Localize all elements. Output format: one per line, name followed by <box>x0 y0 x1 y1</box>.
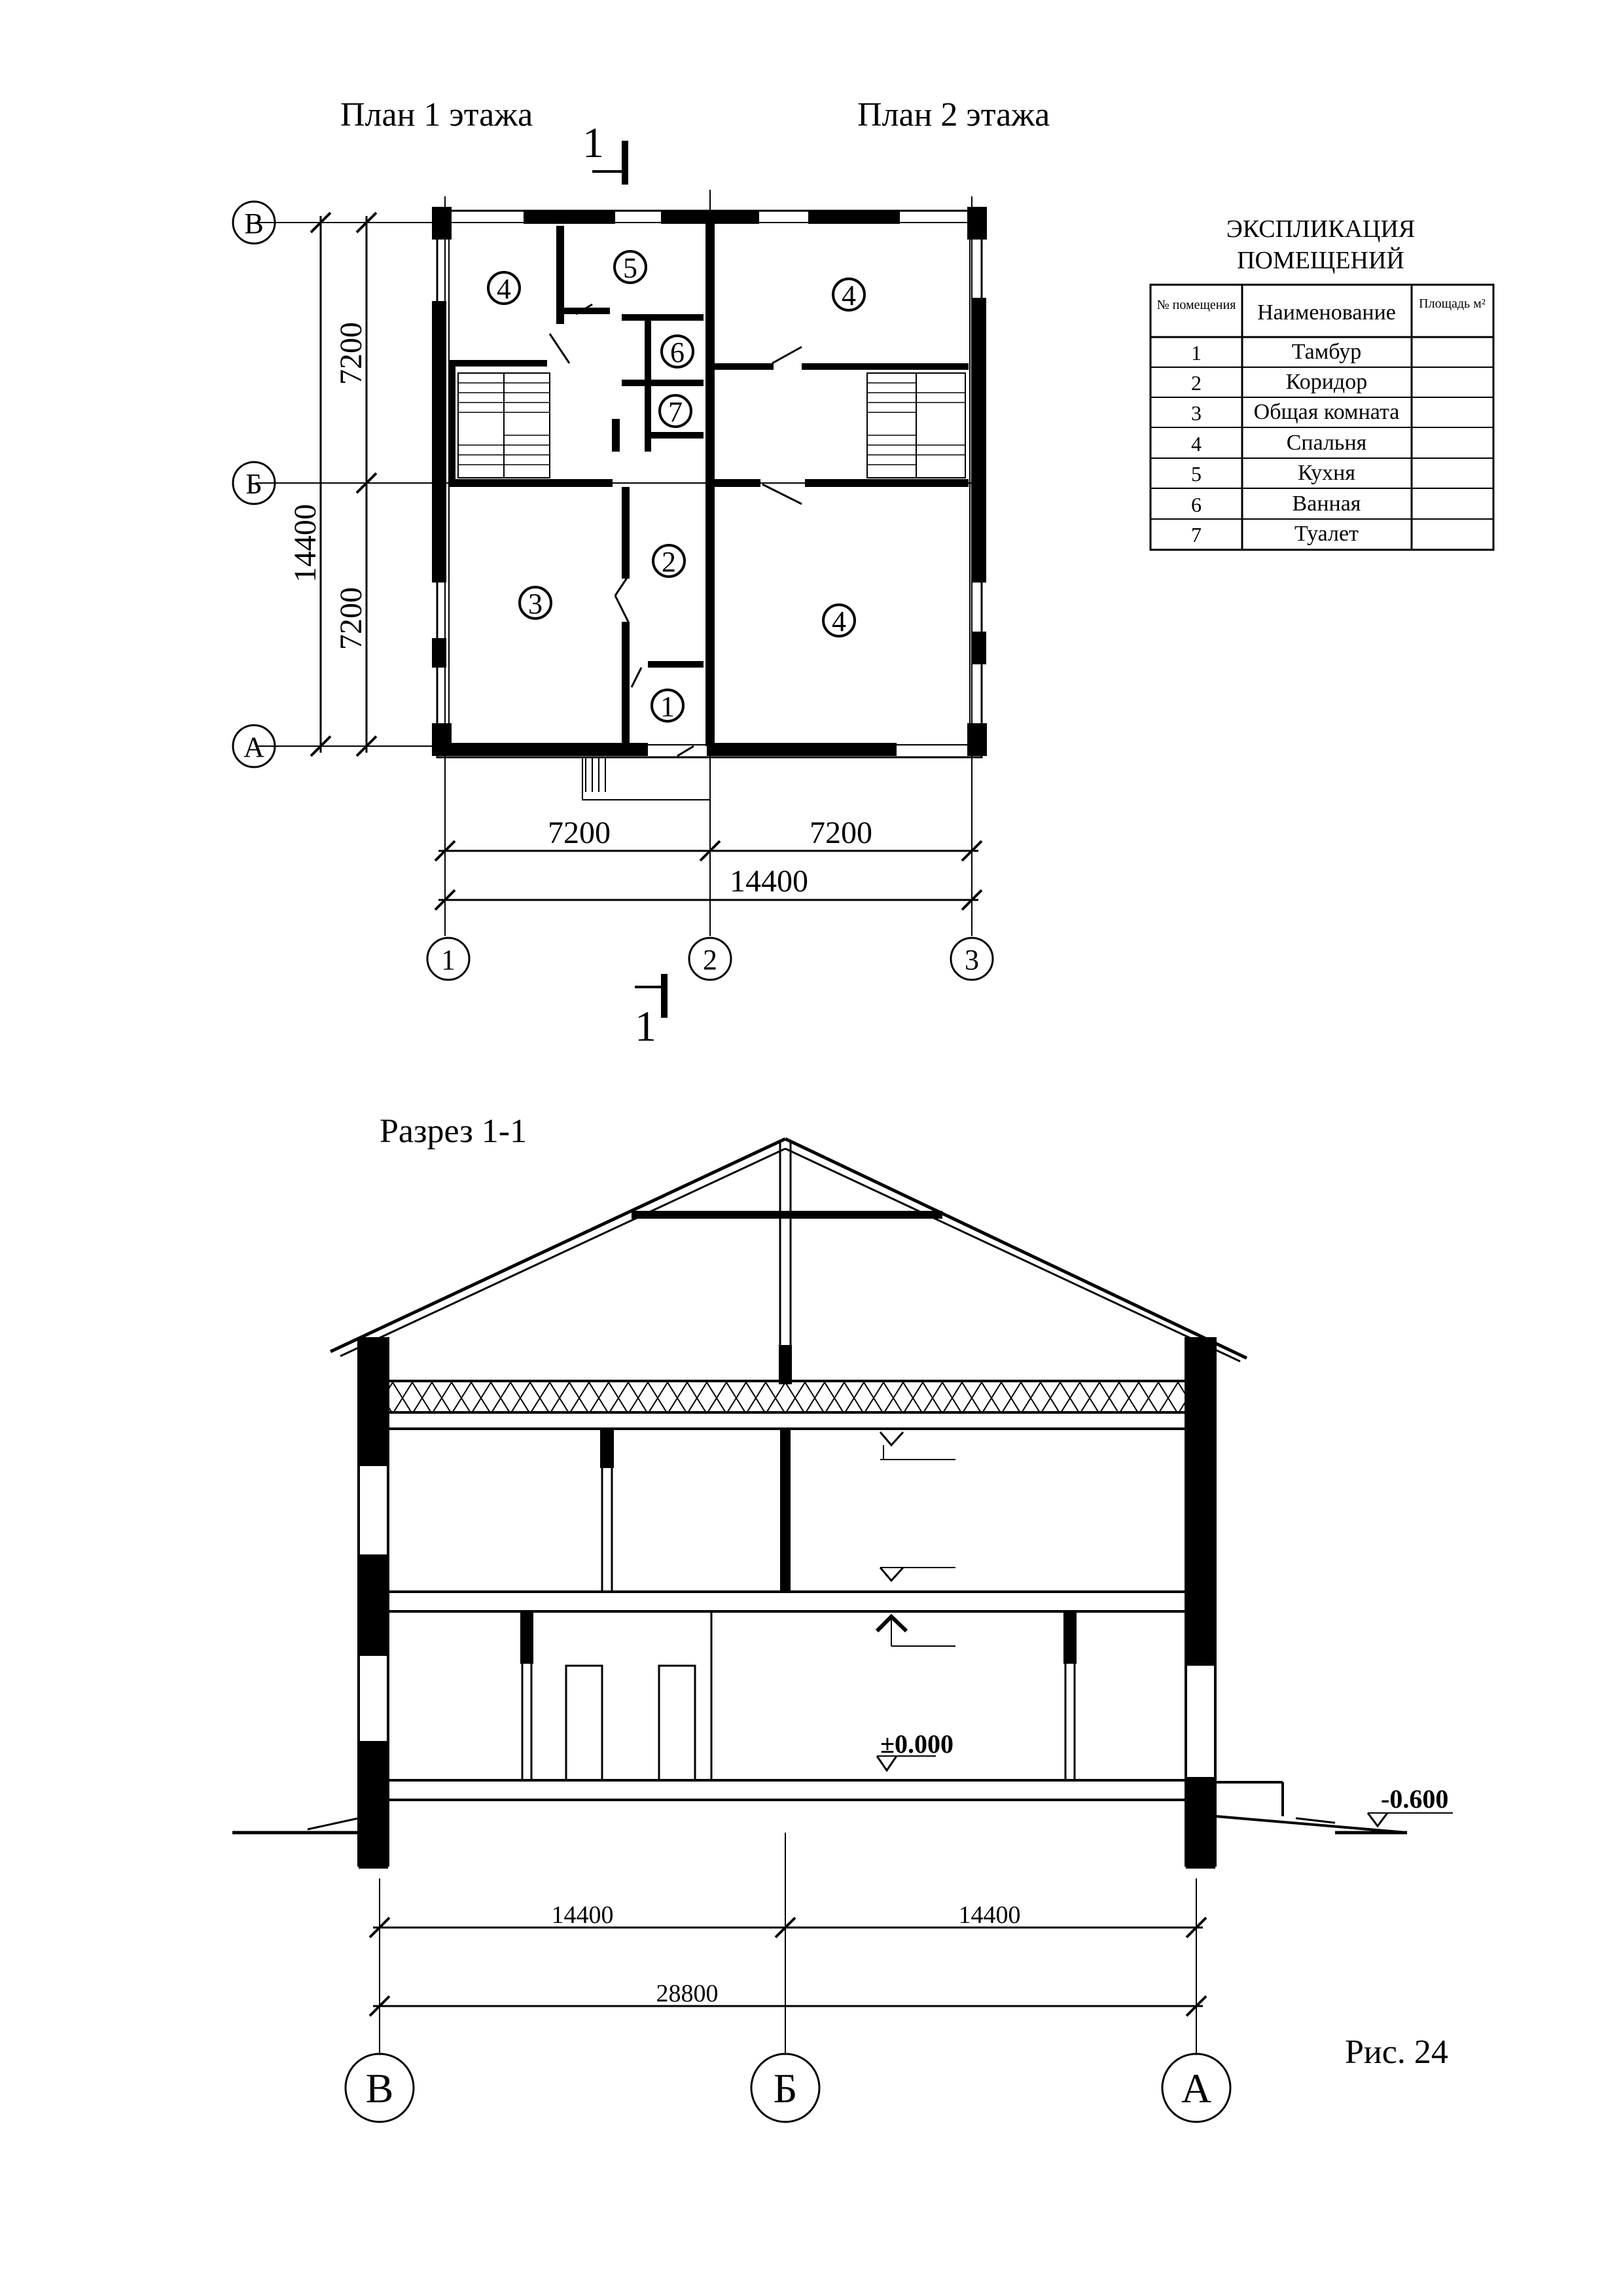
plan-dim-7200-left: 7200 <box>548 816 611 850</box>
section-dim-14400-right: 14400 <box>958 1901 1021 1929</box>
room-label-3 <box>520 587 551 620</box>
plan-dim-7200-lower: 7200 <box>334 587 368 650</box>
plan-dim-7200-right: 7200 <box>810 816 872 850</box>
explication-row-num: 6 <box>1191 493 1202 516</box>
svg-text:7: 7 <box>668 396 683 428</box>
svg-text:3: 3 <box>965 944 979 976</box>
section-level-ground: -0.600 <box>1381 1784 1449 1814</box>
svg-text:В: В <box>244 207 264 240</box>
svg-text:Б: Б <box>773 2065 798 2111</box>
plan-stairs-left <box>458 373 550 478</box>
explication-header-num: № помещения <box>1156 298 1236 312</box>
room-label-7 <box>660 395 691 428</box>
plan-dim-14400-vertical: 14400 <box>288 504 323 583</box>
svg-text:4: 4 <box>832 605 846 637</box>
svg-text:А: А <box>243 731 264 763</box>
section-level-zero: ±0.000 <box>880 1729 954 1759</box>
explication-row-name: Тамбур <box>1291 340 1362 364</box>
svg-text:2: 2 <box>662 546 676 578</box>
plan-inner-walls <box>449 223 969 746</box>
section-mark-top <box>582 119 625 185</box>
section-axis-A <box>1162 2054 1230 2122</box>
plan-axis-col-3 <box>951 938 993 980</box>
explication-row-num: 4 <box>1191 432 1202 456</box>
explication-row-num: 5 <box>1191 462 1202 486</box>
explication-header-area: Площадь м² <box>1419 296 1486 311</box>
room-label-4c <box>823 605 855 637</box>
svg-text:1: 1 <box>582 119 604 167</box>
plan-dim-7200-upper: 7200 <box>334 322 368 385</box>
explication-row-num: 3 <box>1191 401 1202 425</box>
explication-header-name: Наименование <box>1257 300 1396 325</box>
svg-text:2: 2 <box>703 944 717 976</box>
room-label-5 <box>615 251 646 284</box>
explication-row-name: Общая комната <box>1253 400 1400 424</box>
svg-text:4: 4 <box>842 279 856 312</box>
plan-floor1-title: План 1 этажа <box>340 96 533 134</box>
plan-dims-vertical <box>288 213 376 756</box>
svg-text:А: А <box>1181 2065 1212 2111</box>
svg-text:1: 1 <box>660 691 675 723</box>
plan-dims-horizontal <box>435 816 982 910</box>
room-label-4b <box>833 279 865 312</box>
explication-row-num: 1 <box>1191 341 1202 365</box>
svg-text:1: 1 <box>441 944 455 976</box>
section-dimensions <box>370 1833 1206 2055</box>
plan-axis-col-1 <box>427 938 469 980</box>
room-label-1 <box>652 690 683 723</box>
explication-row-name: Спальня <box>1286 431 1367 455</box>
explication-row-name: Туалет <box>1294 522 1359 546</box>
figure-caption: Рис. 24 <box>1345 2034 1448 2071</box>
plan-stairs-right <box>867 373 965 478</box>
explication-title-1: ЭКСПЛИКАЦИЯ <box>1226 215 1416 243</box>
svg-text:5: 5 <box>623 252 637 284</box>
svg-text:Б: Б <box>245 468 262 500</box>
explication-row-num: 2 <box>1191 371 1202 395</box>
plan-axis-col-2 <box>689 938 731 980</box>
section-axis-V <box>346 2054 414 2122</box>
section-dim-14400-left: 14400 <box>551 1901 614 1929</box>
svg-text:В: В <box>365 2065 394 2111</box>
svg-text:3: 3 <box>528 588 543 620</box>
plan-floor2-title: План 2 этажа <box>857 96 1050 134</box>
plan-door-swings <box>550 304 802 756</box>
plan-entrance-porch <box>582 757 710 800</box>
explication-title-2: ПОМЕЩЕНИЙ <box>1237 247 1404 274</box>
section-title: Разрез 1-1 <box>380 1113 527 1150</box>
section-axis-B <box>751 2054 819 2122</box>
svg-text:1: 1 <box>635 1003 656 1050</box>
plan-dim-14400-horizontal: 14400 <box>730 864 808 899</box>
explication-row-num: 7 <box>1191 523 1202 547</box>
room-label-6 <box>662 336 693 368</box>
explication-row-name: Ванная <box>1292 492 1361 516</box>
explication-row-name: Коридор <box>1285 370 1368 394</box>
svg-text:4: 4 <box>497 273 511 305</box>
explication-row-name: Кухня <box>1298 461 1355 485</box>
svg-text:6: 6 <box>670 336 685 368</box>
section-mark-bottom <box>635 974 664 1050</box>
section-dim-28800: 28800 <box>656 1980 719 2007</box>
explication-block <box>1150 215 1493 550</box>
room-label-2 <box>653 545 685 578</box>
room-label-4a <box>488 272 520 305</box>
section-roof <box>330 1139 1247 1384</box>
